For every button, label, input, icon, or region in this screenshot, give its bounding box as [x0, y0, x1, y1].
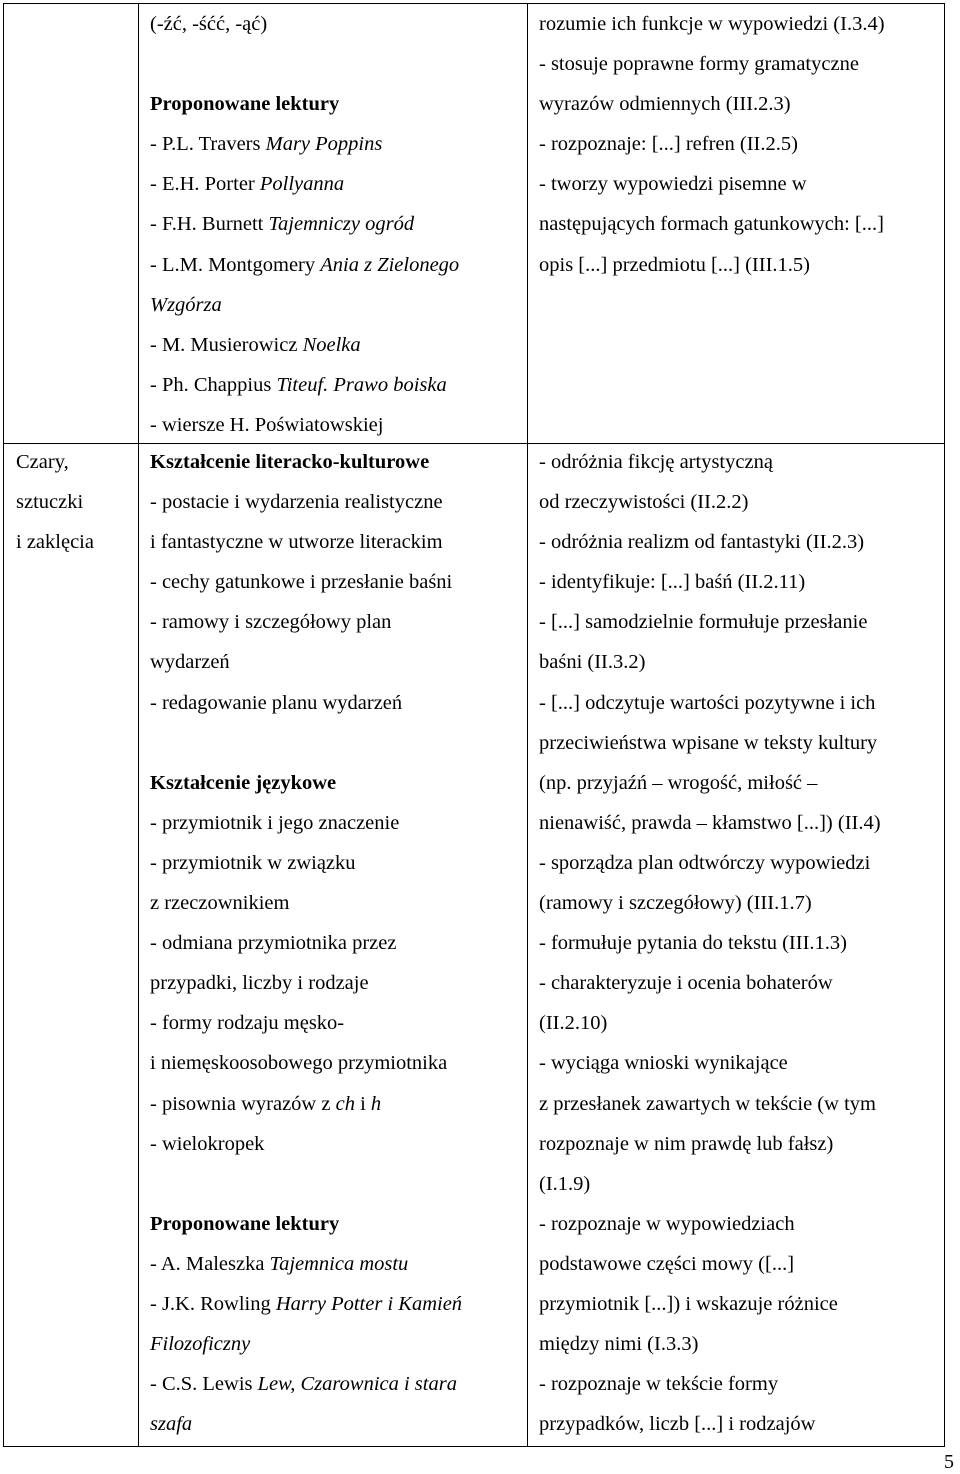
requirement-line: - wyciąga wnioski wynikające: [539, 1052, 788, 1075]
row2-topic-cell: [16, 442, 94, 562]
requirement-line: między nimi (I.3.3): [539, 1333, 699, 1356]
curriculum-table: [3, 3, 945, 1447]
content-line: - J.K. Rowling Harry Potter i Kamień: [150, 1292, 463, 1315]
requirement-line: opis [...] przedmiotu [...] (III.1.5): [539, 253, 810, 276]
requirement-line: - rozpoznaje w wypowiedziach: [539, 1212, 795, 1235]
content-line: Filozoficzny: [150, 1333, 251, 1356]
content-line: - ramowy i szczegółowy plan: [150, 611, 392, 634]
requirement-line: (II.2.10): [539, 1012, 608, 1035]
topic-line: Czary,: [16, 451, 69, 473]
requirement-line: z przesłanek zawartych w tekście (w tym: [539, 1092, 876, 1115]
requirement-line: następujących formach gatunkowych: [...]: [539, 213, 884, 236]
content-line: Proponowane lektury: [150, 1212, 340, 1235]
content-line: - F.H. Burnett Tajemniczy ogród: [150, 213, 415, 236]
content-line: - wiersze H. Poświatowskiej: [150, 413, 384, 436]
requirement-line: (np. przyjaźń – wrogość, miłość –: [539, 771, 818, 794]
content-line: - postacie i wydarzenia realistyczne: [150, 491, 443, 514]
content-line: - Ph. Chappius Titeuf. Prawo boiska: [150, 373, 447, 396]
requirement-line: podstawowe części mowy ([...]: [539, 1252, 795, 1275]
content-line: [150, 1164, 462, 1204]
requirement-line: - rozpoznaje: [...] refren (II.2.5): [539, 133, 798, 156]
row1-requirements-cell: [539, 4, 885, 285]
content-line: - M. Musierowicz Noelka: [150, 333, 361, 356]
content-line: - C.S. Lewis Lew, Czarownica i stara: [150, 1373, 457, 1396]
requirement-line: - identyfikuje: [...] baśń (II.2.11): [539, 571, 806, 594]
requirement-line: baśni (II.3.2): [539, 651, 646, 674]
content-line: - przymiotnik i jego znaczenie: [150, 811, 400, 834]
topic-line: sztuczki: [16, 491, 84, 514]
requirement-line: przeciwieństwa wpisane w teksty kultury: [539, 731, 878, 754]
content-line: Kształcenie językowe: [150, 771, 337, 794]
topic-line: i zaklęcia: [16, 531, 94, 554]
content-line: [150, 44, 459, 84]
content-line: - A. Maleszka Tajemnica mostu: [150, 1252, 409, 1275]
requirement-line: - [...] samodzielnie formułuje przesłanie: [539, 611, 868, 634]
requirement-line: - formułuje pytania do tekstu (III.1.3): [539, 932, 847, 955]
requirement-line: rozpoznaje w nim prawdę lub fałsz): [539, 1132, 834, 1155]
content-line: Proponowane lektury: [150, 93, 340, 116]
requirement-line: przymiotnik [...]) i wskazuje różnice: [539, 1292, 838, 1315]
content-line: - P.L. Travers Mary Poppins: [150, 133, 383, 156]
content-line: - odmiana przymiotnika przez: [150, 932, 397, 955]
content-line: - pisownia wyrazów z ch i h: [150, 1092, 382, 1115]
content-line: z rzeczownikiem: [150, 892, 290, 915]
requirement-line: (I.1.9): [539, 1172, 591, 1195]
content-line: - cechy gatunkowe i przesłanie baśni: [150, 571, 453, 594]
row2-requirements-cell: [539, 442, 881, 1444]
requirement-line: - sporządza plan odtwórczy wypowiedzi: [539, 851, 871, 874]
column-divider: [138, 4, 139, 1446]
content-line: - formy rodzaju męsko-: [150, 1012, 345, 1035]
requirement-line: - rozpoznaje w tekście formy: [539, 1373, 779, 1396]
requirement-line: nienawiść, prawda – kłamstwo [...]) (II.4): [539, 811, 881, 834]
requirement-line: - tworzy wypowiedzi pisemne w: [539, 173, 807, 196]
page-number: 5: [944, 1451, 954, 1473]
content-line: i niemęskoosobowego przymiotnika: [150, 1052, 448, 1075]
content-line: [150, 723, 462, 763]
requirement-line: - odróżnia fikcję artystyczną: [539, 451, 773, 473]
requirement-line: wyrazów odmiennych (III.2.3): [539, 93, 791, 116]
content-line: szafa: [150, 1413, 193, 1436]
column-divider: [527, 4, 528, 1446]
requirement-line: - stosuje poprawne formy gramatyczne: [539, 53, 859, 76]
requirement-line: (ramowy i szczegółowy) (III.1.7): [539, 892, 812, 915]
requirement-line: rozumie ich funkcje w wypowiedzi (I.3.4): [539, 13, 885, 35]
row1-content-cell: [150, 4, 459, 445]
row2-content-cell: [150, 442, 462, 1444]
content-line: - przymiotnik w związku: [150, 851, 356, 874]
content-line: przypadki, liczby i rodzaje: [150, 972, 369, 995]
requirement-line: od rzeczywistości (II.2.2): [539, 491, 749, 514]
content-line: wydarzeń: [150, 651, 230, 674]
content-line: (-źć, -śćć, -ąć): [150, 13, 268, 35]
content-line: Kształcenie literacko-kulturowe: [150, 451, 430, 473]
content-line: i fantastyczne w utworze literackim: [150, 531, 443, 554]
content-line: - wielokropek: [150, 1132, 265, 1155]
requirement-line: - [...] odczytuje wartości pozytywne i ich: [539, 691, 876, 714]
requirement-line: - odróżnia realizm od fantastyki (II.2.3): [539, 531, 865, 554]
content-line: Wzgórza: [150, 293, 222, 316]
requirement-line: - charakteryzuje i ocenia bohaterów: [539, 972, 833, 995]
content-line: - L.M. Montgomery Ania z Zielonego: [150, 253, 460, 276]
requirement-line: przypadków, liczb [...] i rodzajów: [539, 1413, 816, 1436]
content-line: - E.H. Porter Pollyanna: [150, 173, 345, 196]
content-line: - redagowanie planu wydarzeń: [150, 691, 403, 714]
